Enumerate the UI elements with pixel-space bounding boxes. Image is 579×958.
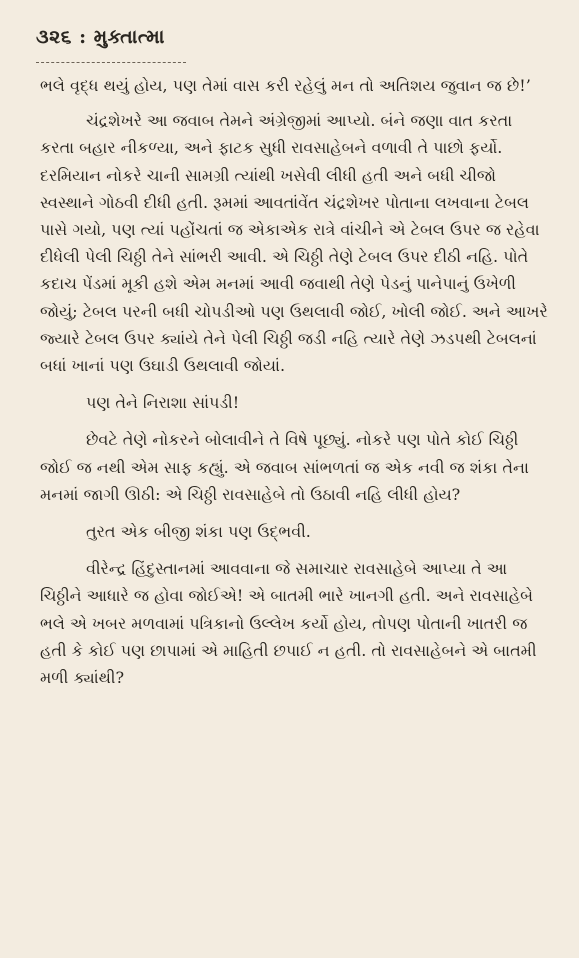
- page-header: [36, 26, 165, 48]
- header-rule: [36, 56, 186, 63]
- paragraph-2: ચંદ્રશેખરે આ જવાબ તેમને અંગ્રેજીમાં આપ્યો. બંને જણા વાત કરતા કરતા બહાર નીકળ્યા, અને ફાટક સુધી રાવસાહેબને વળાવી તે પાછો ફર્યો. દરમિયાન નોકરે ચાની સામગ્રી ત્યાંથી ખસેવી લીધી હતી અને બધી ચીજો સ્વસ્થાને ગોઠવી દીધી હતી. રૂમમાં આવતાંવેંત ચંદ્રશેખર પોતાના લખવાના ટેબલ પાસે ગયો, પણ ત્યાં પહોંચતાં જ એકાએક રાત્રે વાંચીને એ ટેબલ ઉપર જ રહેવા દીધેલી પેલી ચિઠ્ઠી તેને સાંભરી આવી. એ ચિઠ્ઠી તેણે ટેબલ ઉપર દીઠી નહિ. પોતે કદાચ પેંડમાં મૂકી હશે એમ મનમાં આવી જવાથી તેણે પેડનું પાનેપાનું ઉખેળી જોયું; ટેબલ પરની બધી ચોપડીઓ પણ ઉથલાવી જોઈ, ખોલી જોઈ. અને આખરે જ્યારે ટેબલ ઉપર ક્યાંયે તેને પેલી ચિઠ્ઠી જડી નહિ ત્યારે તેણે ઝડપથી ટેબલનાં બધાં ખાનાં પણ ઉઘાડી ઉથલાવી જોયાં.: [40, 111, 548, 376]
- paragraph-6: વીરેન્દ્ર હિંદુસ્તાનમાં આવવાના જે સમાચાર રાવસાહેબે આપ્યા તે આ ચિઠ્ઠીને આધારે જ હોવા જોઈએ! એ બાતમી ભારે ખાનગી હતી. અને રાવસાહેબે ભલે એ ખબર મળવામાં પત્રિકાનો ઉલ્લેખ કર્યો હોય, તોપણ પોતાની ખાતરી જ હતી કે કોઈ પણ છાપામાં એ માહિતી છપાઈ ન હતી. તો રાવસાહેબને એ બાતમી મળી ક્યાંથી?: [40, 559, 537, 688]
- paragraph-3: પણ તેને નિરાશા સાંપડી!: [86, 393, 240, 413]
- paragraph-4: છેવટે તેણે નોકરને બોલાવીને તે વિષે પૂછ્યું. નોકરે પણ પોતે કોઈ ચિઠ્ઠી જોઈ જ નથી એમ સાફ કહ્યું. એ જવાબ સાંભળતાં જ એક નવી જ શંકા તેના મનમાં જાગી ઊઠી: એ ચિઠ્ઠી રાવસાહેબે તો ઉઠાવી નહિ લીધી હોય?: [40, 430, 529, 504]
- paragraph-5: તુરત એક બીજી શંકા પણ ઉદ્ભવી.: [86, 522, 311, 542]
- paragraph-1: ભલે વૃદ્ધ થયું હોય, પણ તેમાં વાસ કરી રહેલું મન તો અતિશય જુવાન જ છે!’: [40, 76, 531, 95]
- running-title: મુક્તાત્મા: [93, 26, 165, 48]
- page-number: ૩૨૬: [36, 26, 72, 48]
- page-body: [40, 72, 550, 691]
- header-separator: :: [79, 26, 87, 48]
